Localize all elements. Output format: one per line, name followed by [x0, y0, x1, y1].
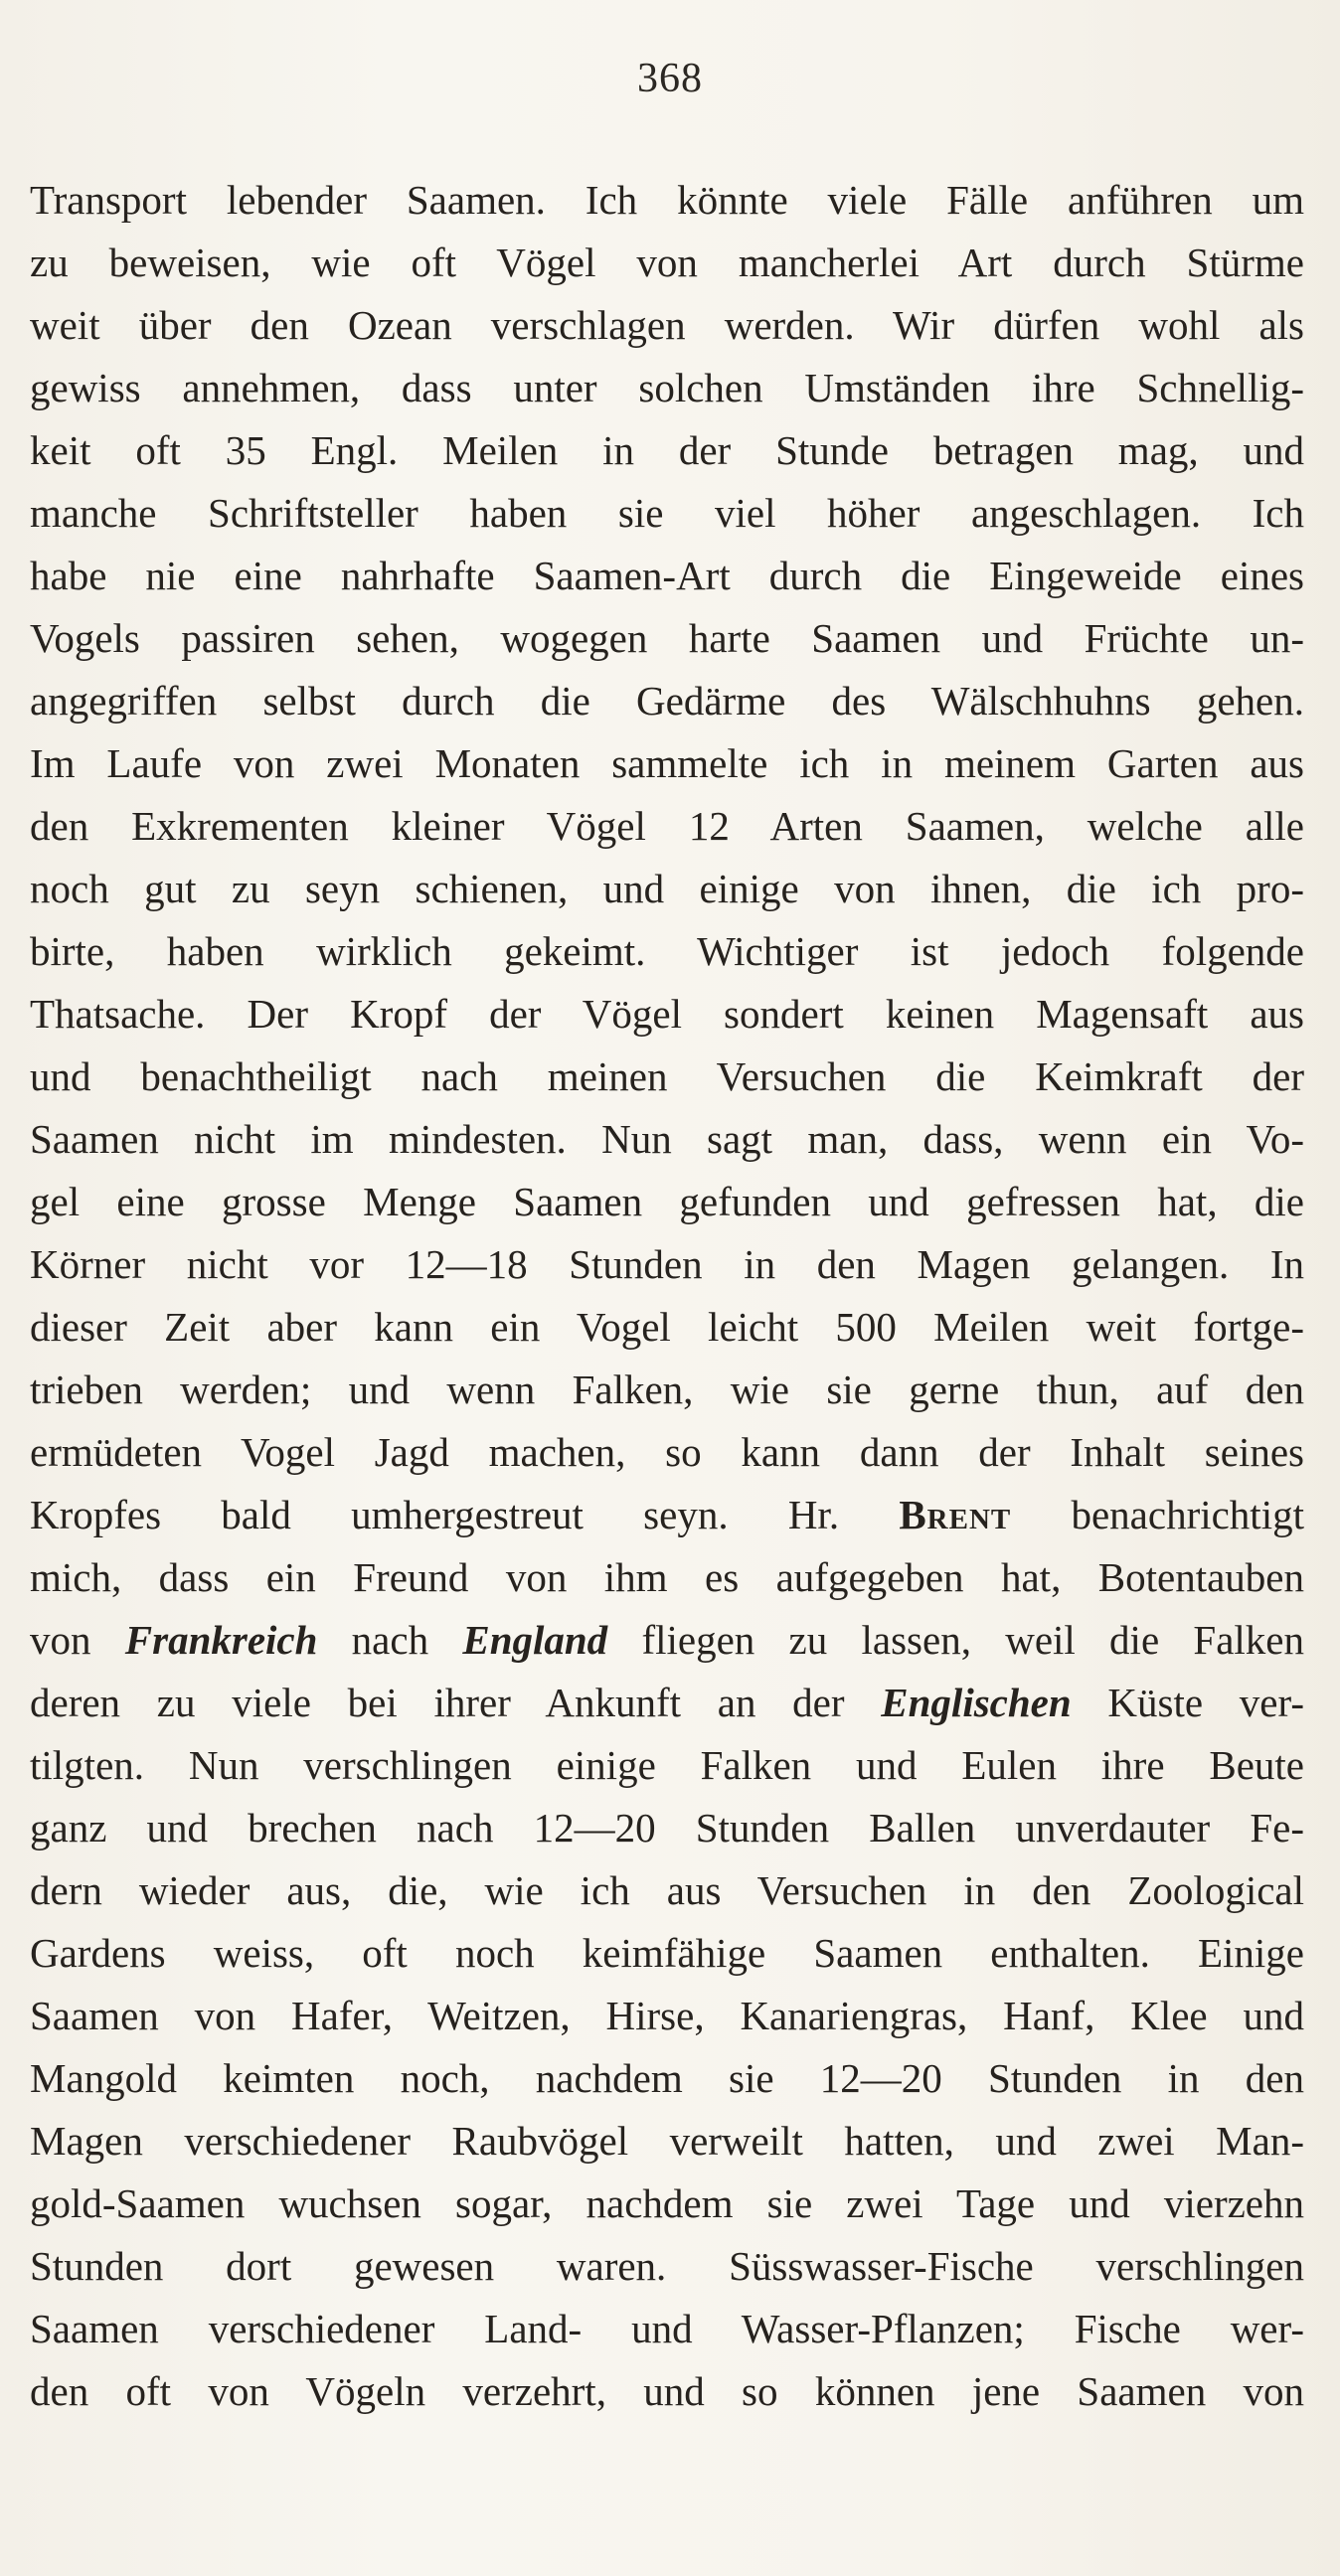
- text-line: Saamen nicht im mindesten. Nun sagt man, dass, wenn ein Vo-: [30, 1116, 1304, 1162]
- text-line: habe nie eine nahrhafte Saamen-Art durch die Eingeweide eines: [30, 553, 1304, 598]
- text-line: von Frankreich nach England fliegen zu lassen, weil die Falken: [30, 1617, 1304, 1663]
- italic-place-frankreich: Frankreich: [124, 1617, 318, 1663]
- text-line: Mangold keimten noch, nachdem sie 12—20 Stunden in den: [30, 2055, 1304, 2101]
- text-line: dieser Zeit aber kann ein Vogel leicht 500 Meilen weit fortge-: [30, 1304, 1304, 1350]
- text-line: mich, dass ein Freund von ihm es aufgegeben hat, Botentauben: [30, 1554, 1304, 1600]
- text-line: weit über den Ozean verschlagen werden. Wir dürfen wohl als: [30, 302, 1304, 348]
- text-line: dern wieder aus, die, wie ich aus Versuchen in den Zoological: [30, 1867, 1304, 1913]
- text-line: zu beweisen, wie oft Vögel von mancherlei Art durch Stürme: [30, 240, 1304, 285]
- text-line: Körner nicht vor 12—18 Stunden in den Magen gelangen. In: [30, 1241, 1304, 1287]
- page-number: 368: [637, 56, 703, 101]
- text-line: Im Laufe von zwei Monaten sammelte ich in meinem Garten aus: [30, 740, 1304, 786]
- text-line: Saamen von Hafer, Weitzen, Hirse, Kanariengras, Hanf, Klee und: [30, 1993, 1304, 2038]
- text-line: noch gut zu seyn schienen, und einige von ihnen, die ich pro-: [30, 866, 1304, 911]
- italic-place-england: England: [462, 1617, 608, 1663]
- text-line: den oft von Vögeln verzehrt, und so können jene Saamen von: [30, 2368, 1304, 2414]
- text-line: gold-Saamen wuchsen sogar, nachdem sie zwei Tage und vierzehn: [30, 2180, 1304, 2226]
- text-line: gewiss annehmen, dass unter solchen Umständen ihre Schnellig-: [30, 365, 1304, 410]
- text-line: Gardens weiss, oft noch keimfähige Saamen enthalten. Einige: [30, 1930, 1304, 1976]
- text-line: Saamen verschiedener Land- und Wasser-Pflanzen; Fische wer-: [30, 2306, 1304, 2351]
- text-line: keit oft 35 Engl. Meilen in der Stunde betragen mag, und: [30, 427, 1304, 473]
- text-line: deren zu viele bei ihrer Ankunft an der Englischen Küste ver-: [30, 1680, 1304, 1725]
- text-line: und benachtheiligt nach meinen Versuchen die Keimkraft der: [30, 1053, 1304, 1099]
- text-line: birte, haben wirklich gekeimt. Wichtiger ist jedoch folgende: [30, 928, 1304, 974]
- text-line: den Exkrementen kleiner Vögel 12 Arten Saamen, welche alle: [30, 803, 1304, 849]
- text-line: ermüdeten Vogel Jagd machen, so kann dann der Inhalt seines: [30, 1429, 1304, 1475]
- author-name-brent: Brent: [899, 1492, 1012, 1537]
- text-line: Vogels passiren sehen, wogegen harte Saamen und Früchte un-: [30, 615, 1304, 661]
- text-line: tilgten. Nun verschlingen einige Falken und Eulen ihre Beute: [30, 1742, 1304, 1788]
- text-line: trieben werden; und wenn Falken, wie sie gerne thun, auf den: [30, 1367, 1304, 1412]
- text-line: Magen verschiedener Raubvögel verweilt hatten, und zwei Man-: [30, 2118, 1304, 2164]
- text-line: Transport lebender Saamen. Ich könnte viele Fälle anführen um: [30, 177, 1304, 223]
- text-line: angegriffen selbst durch die Gedärme des Wälschhuhns gehen.: [30, 678, 1304, 724]
- text-line: ganz und brechen nach 12—20 Stunden Ballen unverdauter Fe-: [30, 1805, 1304, 1851]
- text-line: gel eine grosse Menge Saamen gefunden und gefressen hat, die: [30, 1179, 1304, 1224]
- body-text: [30, 169, 1304, 2423]
- text-line: manche Schriftsteller haben sie viel höher angeschlagen. Ich: [30, 490, 1304, 536]
- italic-word-englischen: Englischen: [881, 1680, 1072, 1725]
- text-line: Kropfes bald umhergestreut seyn. Hr. Brent benachrichtigt: [30, 1492, 1304, 1537]
- text-line: Thatsache. Der Kropf der Vögel sondert keinen Magensaft aus: [30, 991, 1304, 1037]
- text-line: Stunden dort gewesen waren. Süsswasser-Fische verschlingen: [30, 2243, 1304, 2289]
